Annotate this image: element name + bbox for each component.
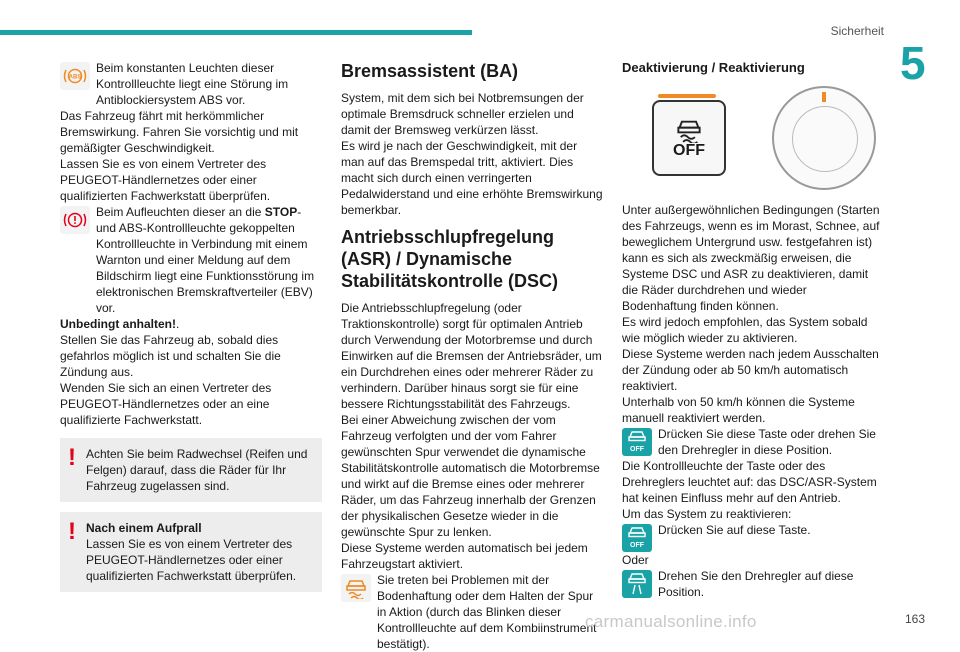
step-1-text: Drücken Sie diese Taste oder drehen Sie den Drehregler in diese Position.	[658, 427, 876, 457]
deactivation-paragraph-2: Es wird jedoch empfohlen, das System sobald wie möglich wieder zu aktivieren.	[622, 315, 868, 345]
ebv-paragraph-2: Stellen Sie das Fahrzeug ab, sobald dies gefahrlos möglich ist und schalten Sie die Zündung aus.	[60, 333, 281, 379]
drive-mode-knob-illustration	[772, 86, 876, 190]
or-text: Oder	[622, 553, 649, 567]
skid-car-icon	[674, 117, 704, 143]
skid-car-icon	[341, 574, 371, 602]
note-after-crash-text: Lassen Sie es von einem Vertreter des PEUGEOT-Händlernetzes oder einer qualifizierten Fachwerkstatt überprüfen.	[86, 537, 297, 583]
ebv-indicator-block	[60, 204, 322, 316]
deactivation-paragraph-1: Unter außergewöhnlichen Bedingungen (Starten des Fahrzeugs, wenn es im Morast, Schnee, auf beweglichem Untergrund usw. festgefahren ist) kann es sich als zweckmäßig erweisen, die Systeme DSC und ASR zu deaktivieren, damit die Räder durchdrehen und wieder Bodenhaftung finden können.	[622, 203, 880, 313]
brake-warning-icon	[60, 206, 90, 234]
deactivation-paragraph-6: Um das System zu reaktivieren:	[622, 507, 792, 521]
dsc-off-icon	[622, 524, 652, 552]
step-3-text: Drehen Sie den Drehregler auf diese Position.	[658, 569, 854, 599]
chapter-number: 5	[900, 37, 926, 89]
note-wheel-change-text: Achten Sie beim Radwechsel (Reifen und Felgen) darauf, dass die Räder für Ihr Fahrzeug zugelassen sind.	[86, 447, 308, 493]
ba-heading: Bremsassistent (BA)	[341, 61, 519, 81]
deactivation-heading: Deaktivierung / Reaktivierung	[622, 60, 805, 75]
button-indicator-light	[658, 94, 716, 98]
stop-now-text	[60, 316, 322, 332]
column-middle	[341, 60, 603, 652]
step-2-text: Drücken Sie auf diese Taste.	[658, 523, 811, 537]
section-title: Sicherheit	[830, 24, 884, 38]
dsc-controls-figure	[622, 88, 884, 188]
asr-lamp-block	[341, 572, 603, 652]
svg-text:OFF: OFF	[630, 446, 644, 453]
knob-indicator-mark	[822, 92, 826, 102]
ebv-lead-c: - und ABS-Kontrollleuchte gekoppelten Kontrollleuchte in Verbindung mit einem Warnton und einer Meldung auf dem Bildschirm liegt eine Funktionsstörung im elektronischen Bremskraftverteiler (EBV) vor.	[96, 205, 315, 315]
column-right	[622, 60, 884, 600]
deactivation-paragraph-3: Diese Systeme werden nach jedem Ausschalten der Zündung oder ab 50 km/h automatisch reaktiviert.	[622, 347, 879, 393]
ebv-lead-a: Beim Aufleuchten dieser an die	[96, 205, 265, 219]
button-off-label: OFF	[673, 142, 705, 159]
deactivation-paragraph-4: Unterhalb von 50 km/h können die Systeme manuell reaktiviert werden.	[622, 395, 855, 425]
exclamation-icon: !	[68, 444, 76, 471]
header-accent-bar	[0, 30, 472, 35]
deactivation-paragraph-5: Die Kontrollleuchte der Taste oder des Drehreglers leuchtet auf: das DSC/ASR-System hat keinen Einfluss mehr auf den Antrieb.	[622, 459, 877, 505]
stop-now-dot: .	[176, 317, 180, 331]
dsc-off-button-illustration	[652, 100, 726, 176]
abs-lead-text: Beim konstanten Leuchten dieser Kontrollleuchte liegt eine Störung im Antiblockiersystem ABS vor.	[96, 61, 289, 107]
ebv-lead-text	[96, 204, 322, 316]
note-after-crash-body	[86, 520, 316, 584]
stop-now-bold: Unbedingt anhalten!	[60, 317, 176, 331]
abs-indicator-block	[60, 60, 322, 108]
svg-text:OFF: OFF	[630, 542, 644, 549]
exclamation-icon: !	[68, 518, 76, 545]
ba-paragraph-1: System, mit dem sich bei Notbremsungen der optimale Bremsdruck schneller erzielen und damit der Bremsweg verkürzen lässt.	[341, 91, 584, 137]
page-number: 163	[905, 612, 926, 626]
asr-paragraph-3: Diese Systeme werden automatisch bei jedem Fahrzeugstart aktiviert.	[341, 541, 588, 571]
svg-text:ABS: ABS	[68, 74, 82, 81]
asr-paragraph-1: Die Antriebsschlupfregelung (oder Traktionskontrolle) sorgt für optimalen Antrieb durch Verwendung der Motorbremse und durch Einwirken auf die Bremsen der Antriebsräder, um ein Durchdrehen eines oder mehrerer Räder zu verhindern. Darüber hinaus sorgt sie für eine bessere Richtungsstabilität des Fahrzeugs.	[341, 301, 602, 411]
ba-paragraph-2: Es wird je nach der Geschwindigkeit, mit der man auf das Bremspedal tritt, aktiviert. Dies macht sich durch einen verringerten Pedalwiderstand und eine erhöhte Bremswirkung bemerkbar.	[341, 139, 603, 217]
note-after-crash	[60, 512, 322, 592]
asr-heading: Antriebsschlupfregelung (ASR) / Dynamische Stabilitätskontrolle (DSC)	[341, 227, 559, 291]
step-turn-knob	[622, 568, 884, 600]
watermark: carmanualsonline.info	[585, 612, 757, 631]
note-after-crash-title: Nach einem Aufprall	[86, 521, 202, 535]
knob-center	[792, 106, 858, 172]
asr-lamp-text: Sie treten bei Problemen mit der Bodenhaftung oder dem Halten der Spur in Aktion (durch das Blinken dieser Kontrollleuchte auf dem Kombiinstrument bestätigt).	[377, 573, 597, 651]
dsc-off-icon	[622, 428, 652, 456]
column-left	[60, 60, 322, 592]
asr-paragraph-2: Bei einer Abweichung zwischen der vom Fahrzeug verfolgten und der vom Fahrer gewünschten Spur verwendet die dynamische Stabilitätskontrolle automatisch die Motorbremse und wirkt auf die Bremse eines oder mehrerer Räder, um das Fahrzeug innerhalb der Grenzen der physikalischen Gesetze wieder in die gewünschte Spur zu lenken.	[341, 413, 600, 539]
step-press-or-turn	[622, 426, 884, 458]
ebv-stop-word: STOP	[264, 205, 298, 219]
abs-warning-icon	[60, 62, 90, 90]
step-press-button	[622, 522, 884, 552]
abs-paragraph-3: Lassen Sie es von einem Vertreter des PEUGEOT-Händlernetzes oder einer qualifizierten Fachwerkstatt überprüfen.	[60, 157, 271, 203]
road-icon	[622, 570, 652, 598]
ebv-paragraph-3: Wenden Sie sich an einen Vertreter des PEUGEOT-Händlernetzes oder an eine qualifizierte Fachwerkstatt.	[60, 381, 272, 427]
abs-paragraph-2: Das Fahrzeug fährt mit herkömmlicher Bremswirkung. Fahren Sie vorsichtig und mit gemäßigter Geschwindigkeit.	[60, 109, 299, 155]
note-wheel-change	[60, 438, 322, 502]
